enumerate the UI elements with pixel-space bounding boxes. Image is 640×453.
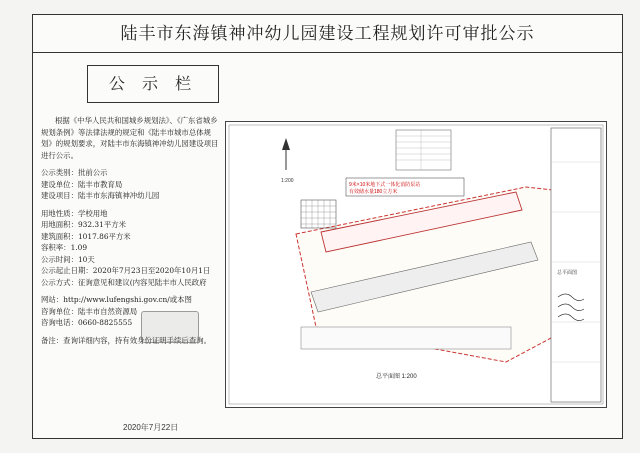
field-row	[41, 231, 219, 243]
notice-board	[32, 14, 623, 439]
field-row	[41, 179, 219, 191]
field-key: 咨询单位：	[41, 306, 78, 316]
field-value: 0660-8825555	[77, 318, 133, 327]
field-value: 1.09	[70, 243, 88, 252]
field-value: 陆丰市自然资源局	[77, 306, 138, 316]
note: 备注：查询详细内容，持有效身份证明手续后查询。	[41, 335, 211, 345]
field-key: 公示时间：	[41, 254, 78, 264]
field-key: 咨询电话：	[41, 318, 78, 327]
field-value: 陆丰市东海镇神冲幼儿园	[77, 191, 160, 200]
plan-banner: 9米×10米地下式一体化消防泵站	[349, 182, 421, 188]
official-seal	[141, 311, 199, 343]
field-row	[41, 219, 219, 231]
field-value: 学校用地	[77, 208, 108, 218]
publish-date: 2020年7月22日	[123, 423, 179, 432]
indicator-fields	[41, 208, 219, 289]
intro-paragraph: 根据《中华人民共和国城乡规划法》、《广东省城乡规划条例》等法律法规的规定和《陆丰市城市总体规划》的规划要求，对陆丰市东海镇神冲幼儿园建设项目进行公示。	[41, 116, 219, 160]
field-key: 容积率：	[41, 243, 71, 252]
field-key: 建设单位：	[41, 179, 78, 189]
title-block-label: 总平面图	[557, 270, 578, 276]
field-key: 用地面积：	[41, 220, 78, 229]
field-row	[41, 254, 219, 266]
project-fields	[41, 167, 219, 202]
field-row	[41, 208, 219, 220]
field-key: 建设项目：	[41, 191, 78, 200]
field-key: 网站：	[41, 295, 64, 304]
field-key: 公示方式：	[41, 277, 78, 287]
field-value: http://www.lufengshi.gov.cn/或本图	[63, 295, 192, 304]
site-plan-drawing	[225, 121, 607, 408]
field-row	[41, 294, 219, 306]
field-key: 建筑面积：	[41, 231, 78, 241]
field-value: 2020年7月23日至2020年10月1日	[92, 266, 211, 275]
field-value: 陆丰市教育局	[77, 179, 123, 189]
field-row	[41, 190, 219, 202]
notice-label: 公 示 栏	[87, 65, 219, 103]
field-key: 用地性质：	[41, 208, 78, 218]
site-plan-svg	[226, 122, 606, 407]
field-value: 932.31平方米	[77, 220, 127, 229]
field-value: 10天	[77, 254, 95, 264]
field-row	[41, 265, 219, 277]
field-row	[41, 242, 219, 254]
plan-banner-2: 有效储水量180立方米	[349, 189, 398, 195]
plan-title-label: 总平面图 1:200	[376, 374, 417, 380]
field-row	[41, 167, 219, 179]
scale-label: 1:200	[281, 178, 294, 184]
field-value: 批前公示	[77, 168, 108, 177]
field-value: 征询意见和建议(内容见陆丰市人民政府	[77, 277, 207, 287]
field-key: 公示类别：	[41, 168, 78, 177]
field-row	[41, 277, 219, 289]
field-value: 1017.86平方米	[77, 231, 131, 241]
page-title: 陆丰市东海镇神冲幼儿园建设工程规划许可审批公示	[33, 15, 622, 53]
field-key: 公示起止日期：	[41, 266, 93, 275]
